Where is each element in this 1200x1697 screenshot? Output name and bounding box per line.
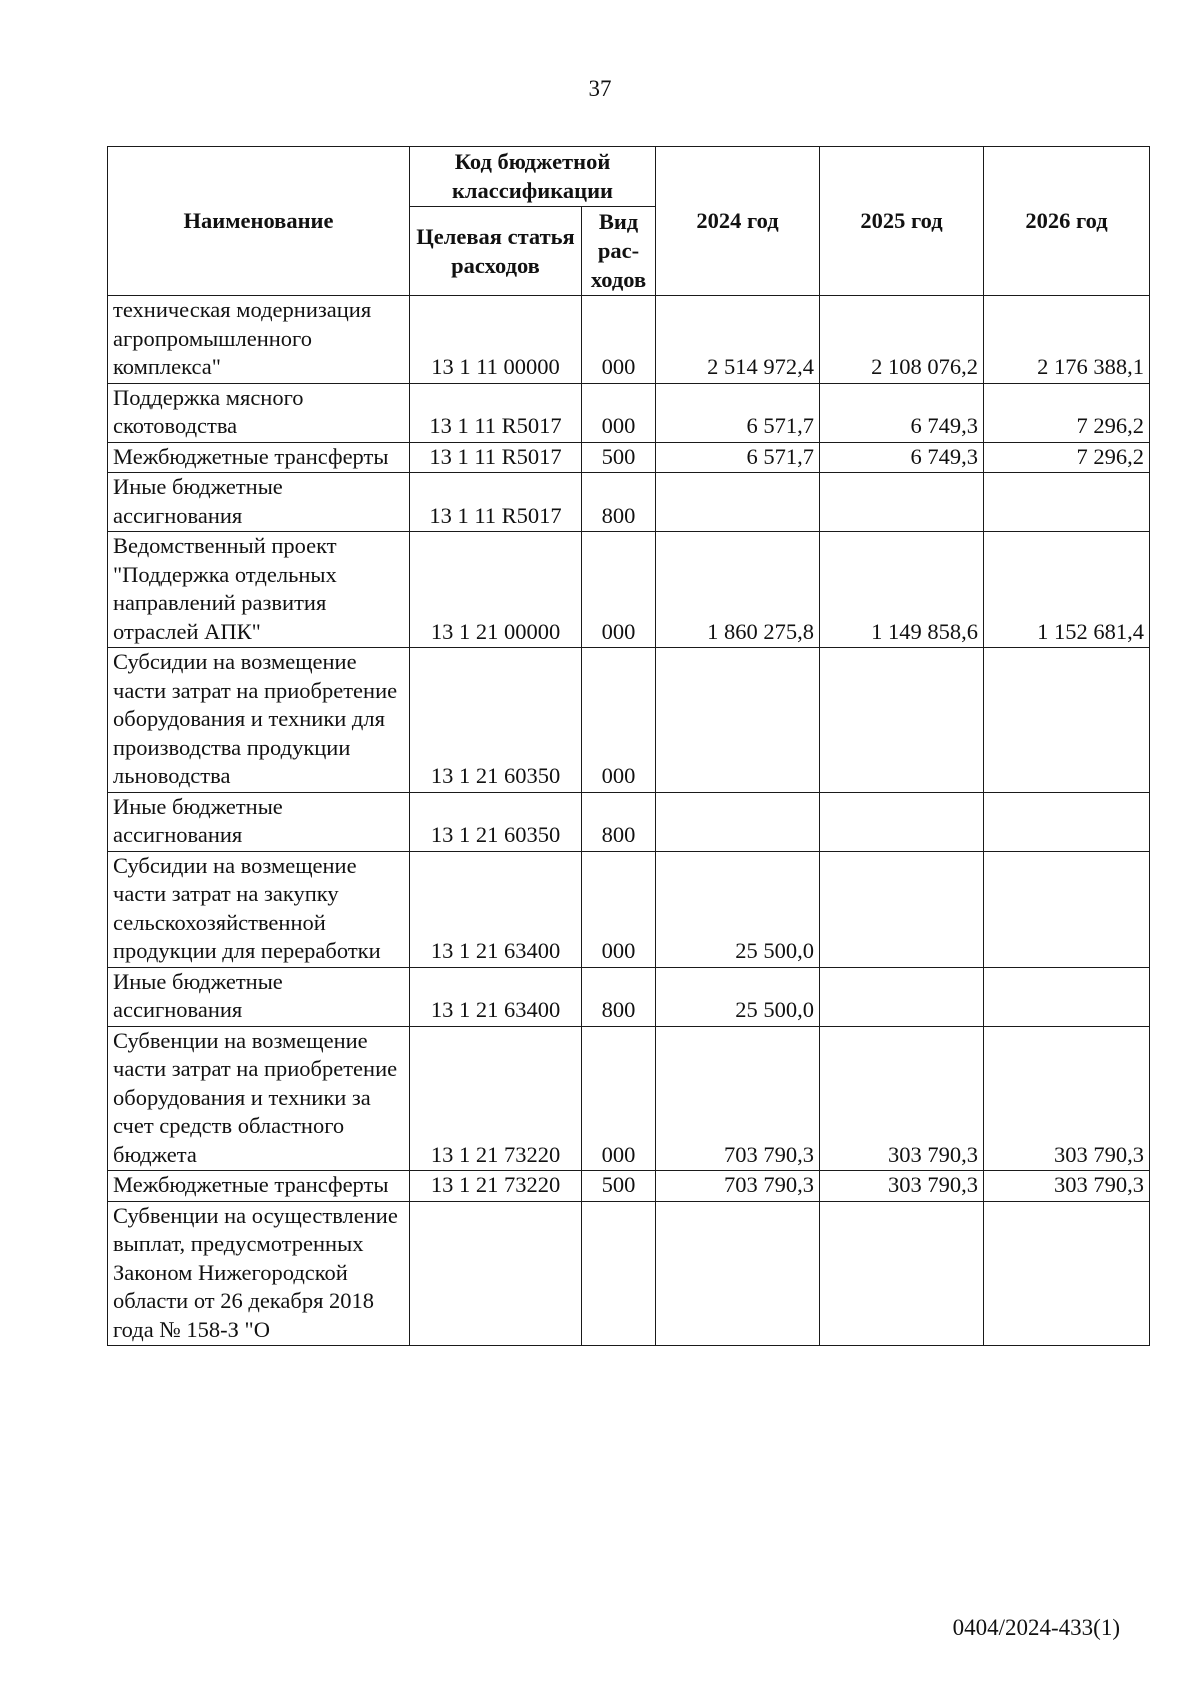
cell-2024: 25 500,0	[656, 967, 820, 1026]
cell-name: Иные бюджетные ассигнования	[108, 967, 410, 1026]
cell-target-article: 13 1 21 60350	[410, 792, 582, 851]
cell-2024	[656, 1201, 820, 1346]
cell-2024: 6 571,7	[656, 442, 820, 473]
table-row	[108, 967, 1150, 1026]
cell-name: техническая модернизация агропромышленного комплекса"	[108, 296, 410, 384]
cell-2024: 703 790,3	[656, 1171, 820, 1202]
header-expense-kind: Вид рас-ходов	[582, 207, 656, 296]
cell-target-article: 13 1 11 R5017	[410, 473, 582, 532]
cell-2024	[656, 792, 820, 851]
cell-target-article: 13 1 21 00000	[410, 532, 582, 648]
header-2024: 2024 год	[656, 147, 820, 296]
cell-2026	[984, 1201, 1150, 1346]
cell-2024	[656, 648, 820, 793]
cell-name: Межбюджетные трансферты	[108, 1171, 410, 1202]
cell-2024: 703 790,3	[656, 1026, 820, 1171]
table-body	[108, 296, 1150, 1346]
cell-2026: 7 296,2	[984, 442, 1150, 473]
cell-2026	[984, 967, 1150, 1026]
cell-2025	[820, 851, 984, 967]
cell-2026	[984, 851, 1150, 967]
cell-2024: 2 514 972,4	[656, 296, 820, 384]
cell-2025	[820, 792, 984, 851]
cell-name: Субсидии на возмещение части затрат на приобретение оборудования и техники для производства продукции льноводства	[108, 648, 410, 793]
table-row	[108, 648, 1150, 793]
document-code: 0404/2024-433(1)	[952, 1615, 1120, 1640]
cell-target-article	[410, 1201, 582, 1346]
cell-2025	[820, 1201, 984, 1346]
cell-target-article: 13 1 11 R5017	[410, 383, 582, 442]
cell-name: Субвенции на осуществление выплат, предусмотренных Законом Нижегородской области от 26 декабря 2018 года № 158-З "О	[108, 1201, 410, 1346]
cell-expense-kind: 500	[582, 442, 656, 473]
cell-expense-kind: 000	[582, 532, 656, 648]
header-2025: 2025 год	[820, 147, 984, 296]
cell-2025: 303 790,3	[820, 1026, 984, 1171]
cell-2025	[820, 648, 984, 793]
cell-2026: 303 790,3	[984, 1171, 1150, 1202]
cell-2024	[656, 473, 820, 532]
cell-2026: 1 152 681,4	[984, 532, 1150, 648]
table-row	[108, 442, 1150, 473]
cell-expense-kind: 800	[582, 792, 656, 851]
cell-2025: 6 749,3	[820, 442, 984, 473]
budget-table	[107, 146, 1150, 1346]
cell-2025	[820, 473, 984, 532]
cell-2025	[820, 967, 984, 1026]
cell-expense-kind: 500	[582, 1171, 656, 1202]
cell-2025: 2 108 076,2	[820, 296, 984, 384]
cell-expense-kind: 000	[582, 648, 656, 793]
header-code-group: Код бюджетной классификации	[410, 147, 656, 207]
cell-name: Субвенции на возмещение части затрат на приобретение оборудования и техники за счет средств областного бюджета	[108, 1026, 410, 1171]
cell-expense-kind: 000	[582, 296, 656, 384]
cell-target-article: 13 1 21 73220	[410, 1026, 582, 1171]
cell-2025: 6 749,3	[820, 383, 984, 442]
header-target-article: Целевая статья расходов	[410, 207, 582, 296]
cell-target-article: 13 1 11 R5017	[410, 442, 582, 473]
cell-name: Иные бюджетные ассигнования	[108, 473, 410, 532]
cell-2026	[984, 648, 1150, 793]
cell-target-article: 13 1 21 60350	[410, 648, 582, 793]
header-2026: 2026 год	[984, 147, 1150, 296]
page-number: 37	[588, 76, 612, 101]
cell-target-article: 13 1 11 00000	[410, 296, 582, 384]
cell-2026: 303 790,3	[984, 1026, 1150, 1171]
table-row	[108, 473, 1150, 532]
cell-name: Субсидии на возмещение части затрат на закупку сельскохозяйственной продукции для переработки	[108, 851, 410, 967]
cell-expense-kind: 800	[582, 967, 656, 1026]
cell-name: Ведомственный проект "Поддержка отдельных направлений развития отраслей АПК"	[108, 532, 410, 648]
table-row	[108, 1201, 1150, 1346]
cell-2024: 6 571,7	[656, 383, 820, 442]
cell-2025: 1 149 858,6	[820, 532, 984, 648]
table-header	[108, 147, 1150, 296]
table-row	[108, 296, 1150, 384]
cell-2024: 1 860 275,8	[656, 532, 820, 648]
cell-2026: 7 296,2	[984, 383, 1150, 442]
table-row	[108, 1171, 1150, 1202]
cell-expense-kind: 800	[582, 473, 656, 532]
header-name: Наименование	[108, 147, 410, 296]
cell-target-article: 13 1 21 73220	[410, 1171, 582, 1202]
cell-target-article: 13 1 21 63400	[410, 967, 582, 1026]
cell-expense-kind: 000	[582, 383, 656, 442]
cell-target-article: 13 1 21 63400	[410, 851, 582, 967]
cell-2026: 2 176 388,1	[984, 296, 1150, 384]
cell-expense-kind: 000	[582, 1026, 656, 1171]
cell-name: Иные бюджетные ассигнования	[108, 792, 410, 851]
cell-2024: 25 500,0	[656, 851, 820, 967]
cell-name: Поддержка мясного скотоводства	[108, 383, 410, 442]
table-row	[108, 851, 1150, 967]
cell-2025: 303 790,3	[820, 1171, 984, 1202]
table-row	[108, 383, 1150, 442]
cell-expense-kind: 000	[582, 851, 656, 967]
cell-2026	[984, 792, 1150, 851]
table-row	[108, 1026, 1150, 1171]
cell-2026	[984, 473, 1150, 532]
table-row	[108, 792, 1150, 851]
cell-name: Межбюджетные трансферты	[108, 442, 410, 473]
cell-expense-kind	[582, 1201, 656, 1346]
table-row	[108, 532, 1150, 648]
